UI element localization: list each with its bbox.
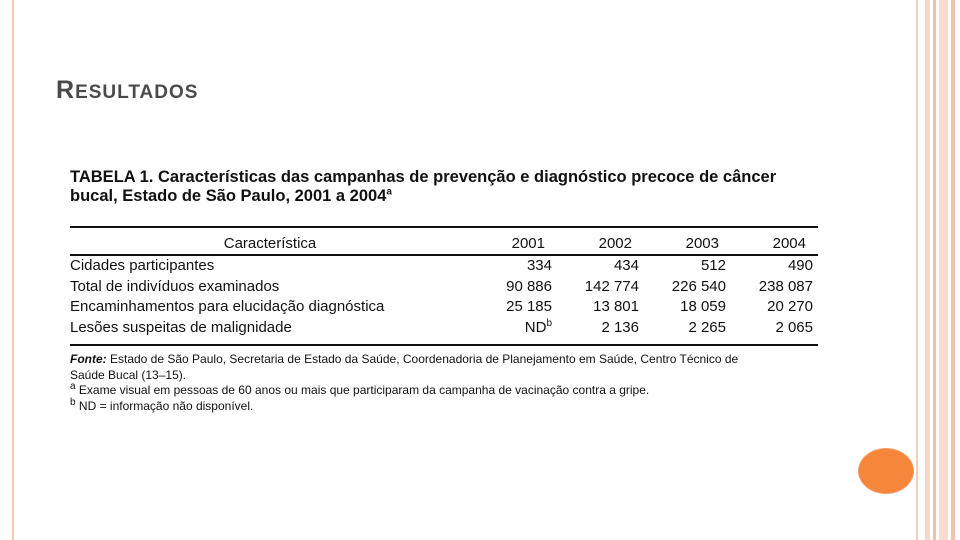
table-figure (70, 168, 818, 414)
row-label: Lesões suspeitas de malignidade (70, 318, 292, 336)
row-label: Encaminhamentos para elucidação diagnóstica (70, 298, 385, 316)
cell-value: 13 801 (593, 298, 639, 316)
cell-value: $ND^b$ (524, 317, 552, 336)
cell-value: 25 185 (506, 298, 552, 316)
decorative-stripe (933, 0, 936, 540)
decorative-stripe (951, 0, 955, 540)
table-header-row (70, 228, 818, 254)
cell-value: 434 (613, 257, 639, 275)
data-table (70, 228, 818, 338)
cell-value: 238 087 (758, 277, 813, 295)
column-header: 2004 (772, 235, 806, 252)
table-caption: TABELA 1. Características das campanhas de prevenção e diagnóstico precoce de câncer bucal, Estado de São Paulo, 2001 a 2004$^a$ (70, 168, 777, 205)
cell-value: 2 136 (601, 318, 639, 336)
left-border-line (12, 0, 14, 540)
decorative-stripe (939, 0, 948, 540)
row-label: Total de indivíduos examinados (70, 277, 280, 295)
column-header: 2003 (685, 235, 719, 252)
slide-title: RESULTADOS (56, 76, 199, 104)
cell-value: 490 (787, 257, 813, 275)
cell-value: 18 059 (680, 298, 726, 316)
table-row (70, 277, 818, 298)
cell-value: 2 265 (688, 318, 726, 336)
cell-value: 226 540 (671, 277, 726, 295)
footnote-a: $^a$ Exame visual em pessoas de 60 anos ou mais que participaram da campanha de vacinação contra a gripe. (70, 381, 650, 397)
table-notes (70, 352, 818, 414)
cell-value: 512 (700, 257, 726, 275)
column-header: Característica (223, 235, 317, 252)
decorative-stripe (916, 0, 918, 540)
source-note: Fonte: Estado de São Paulo, Secretaria de Estado da Saúde, Coordenadoria de Planejamento em Saúde, Centro Técnico de (70, 352, 739, 366)
table-rule-bottom (70, 344, 818, 346)
column-header: 2002 (598, 235, 632, 252)
table-row (70, 318, 818, 339)
table-row (70, 297, 818, 318)
cell-value: 90 886 (506, 277, 552, 295)
row-label: Cidades participantes (70, 257, 215, 275)
footnote-b: $^b$ ND = informação não disponível. (70, 396, 254, 413)
cell-value: 20 270 (767, 298, 813, 316)
orange-circle-decoration (858, 448, 914, 494)
source-note-cont: Saúde Bucal (13–15). (70, 367, 187, 382)
cell-value: 142 774 (584, 277, 639, 295)
table-row (70, 256, 818, 277)
column-header: 2001 (511, 235, 545, 252)
cell-value: 334 (526, 257, 552, 275)
decorative-stripe (925, 0, 930, 540)
cell-value: 2 065 (775, 318, 813, 336)
